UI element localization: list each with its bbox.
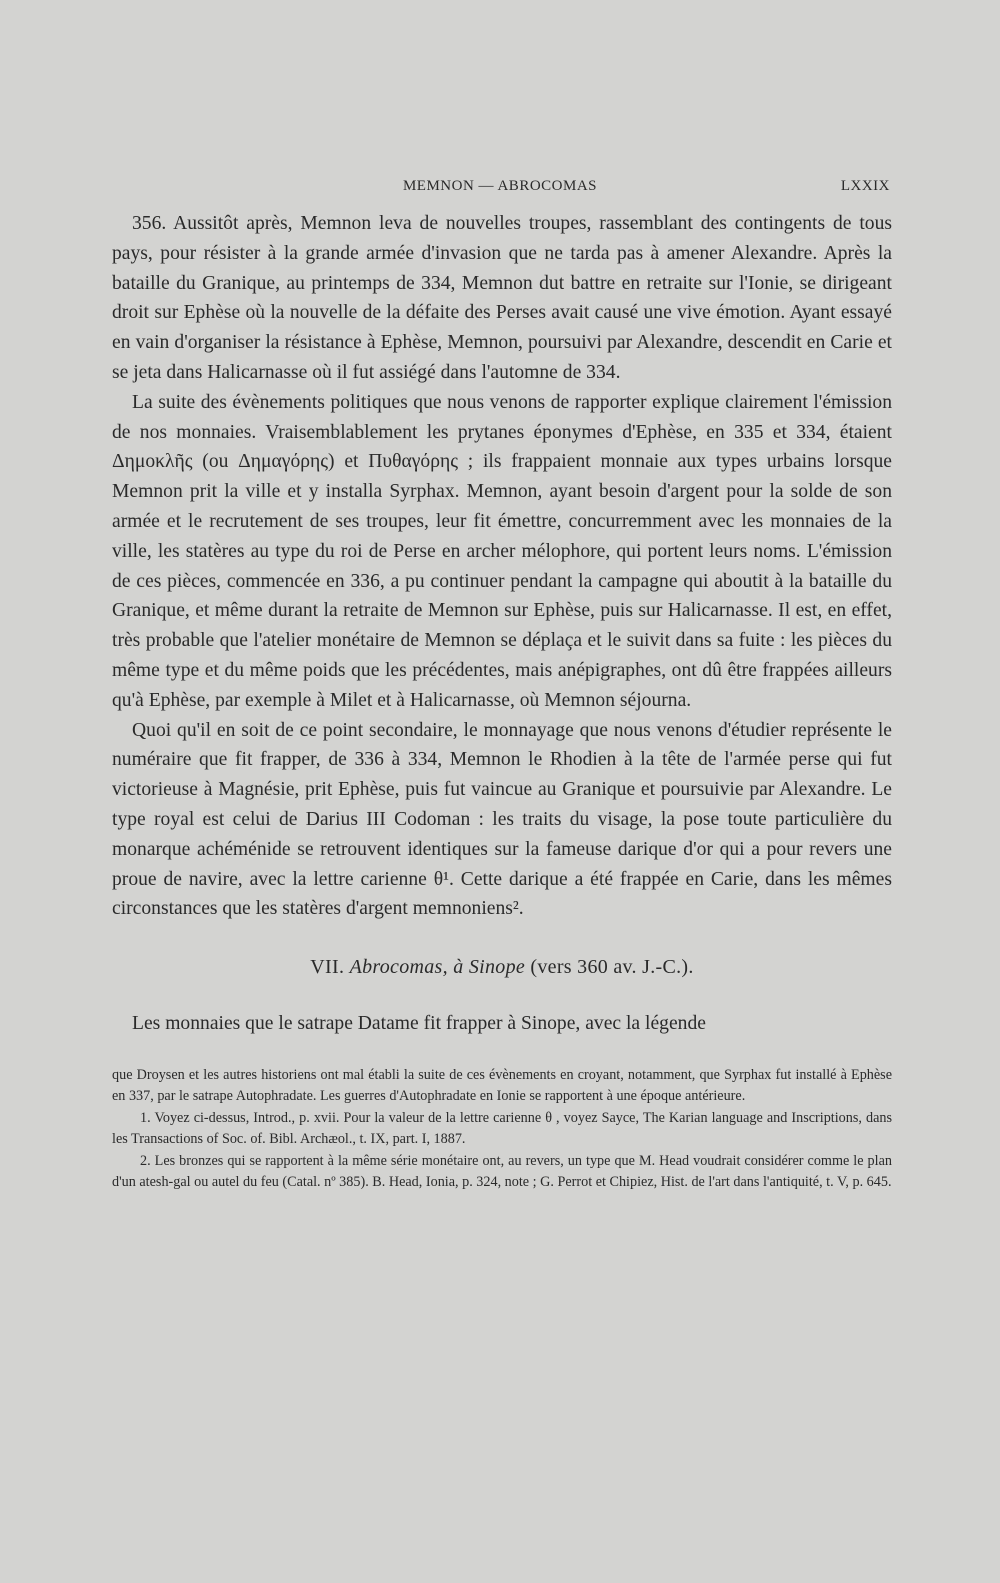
footnote-continuation: que Droysen et les autres historiens ont mal établi la suite de ces évènements en croyant, notamment, que Syrphax fut installé à Ephèse en 337, par le satrape Autophradate. Les guerres d'Autophradate en Ionie se rapportent à une époque antérieure.: [112, 1066, 892, 1105]
section-name: Abrocomas, à Sinope: [349, 956, 526, 979]
paragraph-datame: Les monnaies que le satrape Datame fit frapper à Sinope, avec la légende: [132, 1013, 706, 1035]
paragraph-conclusion: Quoi qu'il en soit de ce point secondaire, le monnayage que nous venons d'étudier représente le numéraire que fit frapper, de 336 à 334, Memnon le Rhodien à la tête de l'armée perse qui fut victorieuse à Magnésie, prit Ephèse, puis fut vaincue au Granique et poursuivie par Alexandre. Le type royal est celui de Darius III Codoman : les traits du visage, la pose toute particulière du monarque achéménide se retrouvent identiques sur la fameuse darique d'or qui a pour revers une proue de navire, avec la lettre carienne θ¹. Cette darique a été frappée en Carie, dans les mêmes circonstances que les statères d'argent memnoniens².: [112, 719, 892, 920]
footnotes: [112, 1065, 892, 1194]
section-text: [112, 1009, 892, 1039]
running-title: MEMNON — ABROCOMAS: [402, 178, 598, 194]
section-number: VII.: [310, 956, 345, 979]
section-heading: [112, 956, 892, 979]
running-header: [112, 178, 892, 195]
paragraph-356: 356. Aussitôt après, Memnon leva de nouvelles troupes, rassemblant des contingents de tous pays, pour résister à la grande armée d'invasion que ne tarda pas à amener Alexandre. Après la bataille du Granique, au printemps de 334, Memnon dut battre en retraite sur l'Ionie, se dirigeant droit sur Ephèse où la nouvelle de la défaite des Perses avait causé une vive émotion. Ayant essayé en vain d'organiser la résistance à Ephèse, Memnon, poursuivi par Alexandre, descendit en Carie et se jeta dans Halicarnasse où il fut assiégé dans l'automne de 334.: [112, 213, 892, 383]
paragraph-events: La suite des évènements politiques que nous venons de rapporter explique clairement l'émission de nos monnaies. Vraisemblablement les prytanes éponymes d'Ephèse, en 335 et 334, étaient Δημοκλῆς (ou Δημαγόρης) et Πυθαγόρης ; ils frappaient monnaie aux types urbains lorsque Memnon prit la ville et y installa Syrphax. Memnon, ayant besoin d'argent pour la solde de son armée et le recrutement de ses troupes, leur fit émettre, concurremment avec les monnaies de la ville, les statères au type du roi de Perse en archer mélophore, qui portent leurs noms. L'émission de ces pièces, commencée en 336, a pu continuer pendant la campagne qui aboutit à la bataille du Granique, et même durant la retraite de Memnon sur Ephèse, puis sur Halicarnasse. Il est, en effet, très probable que l'atelier monétaire de Memnon se déplaça et le suivit dans sa fuite : les pièces du même type et du même poids que les précédentes, mais anépigraphes, ont dû être frappées ailleurs qu'à Ephèse, par exemple à Milet et à Halicarnasse, où Memnon séjourna.: [112, 391, 892, 711]
footnote-1: 1. Voyez ci-dessus, Introd., p. xvii. Pour la valeur de la lettre carienne θ , voyez Sayce, The Karian language and Inscriptions, dans les Transactions of Soc. of. Bibl. Archæol., t. IX, part. I, 1887.: [112, 1109, 892, 1148]
footnote-2: 2. Les bronzes qui se rapportent à la même série monétaire ont, au revers, un type que M. Head voudrait considérer comme le plan d'un atesh-gal ou autel du feu (Catal. nº 385). B. Head, Ionia, p. 324, note ; G. Perrot et Chipiez, Hist. de l'art dans l'antiquité, t. V, p. 645.: [112, 1152, 892, 1191]
section-date: (vers 360 av. J.-C.).: [530, 956, 694, 979]
page-number: LXXIX: [840, 178, 890, 194]
main-text: [112, 209, 892, 924]
